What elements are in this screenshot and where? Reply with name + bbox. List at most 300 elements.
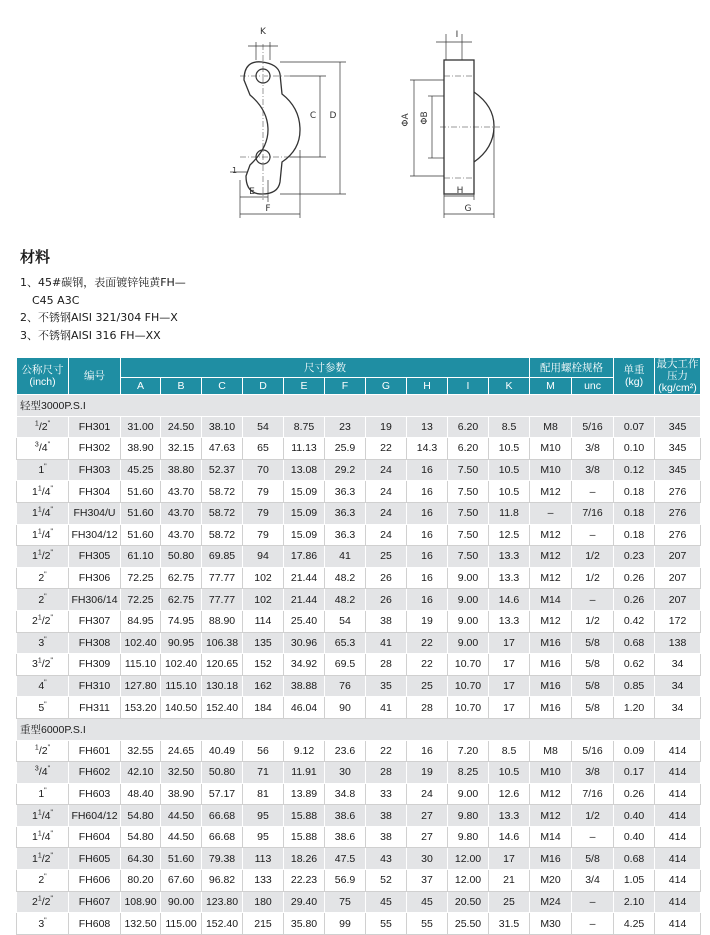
table-cell: M10 xyxy=(530,438,572,460)
table-cell: 0.26 xyxy=(614,567,655,589)
table-cell: 7/16 xyxy=(572,783,614,805)
table-cell: 0.18 xyxy=(614,524,655,546)
table-cell: 17 xyxy=(489,632,530,654)
table-cell: 36.3 xyxy=(325,481,366,503)
table-cell: 8.75 xyxy=(284,416,325,438)
table-cell: 51.60 xyxy=(121,502,161,524)
cell-nominal-size: $1^1/4^"$ xyxy=(17,502,69,524)
table-cell: 16 xyxy=(407,481,448,503)
table-cell: 10.5 xyxy=(489,762,530,784)
table-cell: 47.63 xyxy=(202,438,243,460)
table-cell: M16 xyxy=(530,697,572,719)
table-cell: 13.08 xyxy=(284,459,325,481)
table-row xyxy=(17,438,701,460)
table-cell: 30 xyxy=(407,848,448,870)
materials-section xyxy=(20,246,700,344)
table-cell: 20.50 xyxy=(448,891,489,913)
table-cell: 38.88 xyxy=(284,675,325,697)
table-cell: 25 xyxy=(407,675,448,697)
table-cell: M20 xyxy=(530,870,572,892)
table-cell: 13 xyxy=(407,416,448,438)
table-cell: 15.88 xyxy=(284,805,325,827)
table-cell: M12 xyxy=(530,546,572,568)
table-cell: 24 xyxy=(366,502,407,524)
dim-label-phi-b: ΦB xyxy=(420,111,430,125)
table-cell: 38.6 xyxy=(325,826,366,848)
table-cell: 79 xyxy=(243,502,284,524)
side-view-drawing xyxy=(401,30,500,218)
table-cell: 3/8 xyxy=(572,438,614,460)
table-cell: 12.00 xyxy=(448,870,489,892)
cell-code: FH307 xyxy=(69,610,121,632)
cell-code: FH302 xyxy=(69,438,121,460)
cell-nominal-size: 3" xyxy=(17,913,69,935)
table-cell: 54.80 xyxy=(121,805,161,827)
table-cell: 38 xyxy=(366,805,407,827)
table-cell: 50.80 xyxy=(161,546,202,568)
table-cell: 152.40 xyxy=(202,697,243,719)
cell-nominal-size: $2^1/2^"$ xyxy=(17,891,69,913)
table-body xyxy=(17,395,701,935)
table-cell: 215 xyxy=(243,913,284,935)
table-cell: 414 xyxy=(655,740,701,762)
table-cell: 5/8 xyxy=(572,697,614,719)
table-cell: 90.00 xyxy=(161,891,202,913)
table-row xyxy=(17,610,701,632)
table-cell: 11.91 xyxy=(284,762,325,784)
header-col-f: F xyxy=(325,378,366,395)
table-cell: 9.00 xyxy=(448,610,489,632)
table-cell: 36.3 xyxy=(325,502,366,524)
table-cell: 22 xyxy=(366,438,407,460)
table-cell: 102 xyxy=(243,589,284,611)
table-cell: 21.44 xyxy=(284,567,325,589)
table-cell: 29.40 xyxy=(284,891,325,913)
header-col-m: M xyxy=(530,378,572,395)
header-weight: 单重 (kg) xyxy=(614,358,655,395)
table-cell: 32.15 xyxy=(161,438,202,460)
table-cell: 138 xyxy=(655,632,701,654)
table-row xyxy=(17,805,701,827)
table-cell: 162 xyxy=(243,675,284,697)
table-cell: 71 xyxy=(243,762,284,784)
table-cell: 0.10 xyxy=(614,438,655,460)
table-cell: M16 xyxy=(530,654,572,676)
table-cell: 0.40 xyxy=(614,826,655,848)
table-cell: 25.50 xyxy=(448,913,489,935)
table-cell: 52.37 xyxy=(202,459,243,481)
table-cell: 28 xyxy=(366,762,407,784)
cell-code: FH606 xyxy=(69,870,121,892)
table-cell: 62.75 xyxy=(161,567,202,589)
table-cell: 7.50 xyxy=(448,459,489,481)
table-cell: – xyxy=(572,589,614,611)
table-cell: 35 xyxy=(366,675,407,697)
table-row xyxy=(17,913,701,935)
table-cell: 34 xyxy=(655,697,701,719)
table-cell: 0.26 xyxy=(614,589,655,611)
table-cell: 31.00 xyxy=(121,416,161,438)
table-cell: 9.80 xyxy=(448,805,489,827)
table-row xyxy=(17,740,701,762)
table-cell: 9.80 xyxy=(448,826,489,848)
table-cell: 5/16 xyxy=(572,740,614,762)
table-cell: 22.23 xyxy=(284,870,325,892)
table-cell: 152 xyxy=(243,654,284,676)
dim-label-h: H xyxy=(456,186,464,196)
table-cell: 28 xyxy=(366,654,407,676)
table-cell: 19 xyxy=(407,610,448,632)
cell-code: FH301 xyxy=(69,416,121,438)
table-cell: 16 xyxy=(407,740,448,762)
table-cell: 207 xyxy=(655,589,701,611)
table-row xyxy=(17,654,701,676)
cell-nominal-size: $^3$/4" xyxy=(17,762,69,784)
table-cell: 12.5 xyxy=(489,524,530,546)
table-cell: 30 xyxy=(325,762,366,784)
table-cell: 34 xyxy=(655,654,701,676)
table-cell: 7.50 xyxy=(448,502,489,524)
table-cell: 17 xyxy=(489,697,530,719)
table-cell: 1/2 xyxy=(572,805,614,827)
table-cell: 13.3 xyxy=(489,567,530,589)
table-cell: 75 xyxy=(325,891,366,913)
table-cell: 33 xyxy=(366,783,407,805)
cell-code: FH603 xyxy=(69,783,121,805)
table-cell: 38.90 xyxy=(121,438,161,460)
table-row xyxy=(17,675,701,697)
table-cell: 5/8 xyxy=(572,848,614,870)
table-row xyxy=(17,697,701,719)
table-cell: 24.50 xyxy=(161,416,202,438)
table-cell: 50.80 xyxy=(202,762,243,784)
table-cell: 345 xyxy=(655,416,701,438)
table-cell: 40.49 xyxy=(202,740,243,762)
table-cell: 15.09 xyxy=(284,524,325,546)
cell-nominal-size: $1^1/4^"$ xyxy=(17,805,69,827)
table-row xyxy=(17,589,701,611)
table-cell: 345 xyxy=(655,438,701,460)
table-cell: 17 xyxy=(489,654,530,676)
table-cell: M10 xyxy=(530,762,572,784)
table-cell: 1/2 xyxy=(572,567,614,589)
table-cell: 45 xyxy=(366,891,407,913)
table-cell: 15.88 xyxy=(284,826,325,848)
table-cell: 132.50 xyxy=(121,913,161,935)
header-pressure: 最大工作压力 (kg/cm²) xyxy=(656,358,699,394)
dim-label-e: E xyxy=(249,187,255,197)
table-cell: 48.2 xyxy=(325,589,366,611)
table-cell: 115.10 xyxy=(161,675,202,697)
table-row xyxy=(17,524,701,546)
dim-label-1: 1 xyxy=(232,166,238,175)
table-row xyxy=(17,632,701,654)
table-cell: 43.70 xyxy=(161,481,202,503)
table-cell: 18.26 xyxy=(284,848,325,870)
table-cell: 13.3 xyxy=(489,546,530,568)
table-cell: 0.26 xyxy=(614,783,655,805)
table-cell: 80.20 xyxy=(121,870,161,892)
table-cell: 113 xyxy=(243,848,284,870)
cell-code: FH304/12 xyxy=(69,524,121,546)
table-cell: 38 xyxy=(366,826,407,848)
table-cell: – xyxy=(572,913,614,935)
table-cell: 22 xyxy=(366,740,407,762)
table-cell: 5/8 xyxy=(572,632,614,654)
dim-label-f: F xyxy=(265,204,271,214)
table-cell: 90 xyxy=(325,697,366,719)
table-cell: 17 xyxy=(489,848,530,870)
dim-label-d: D xyxy=(329,111,337,121)
section-light xyxy=(17,395,701,417)
table-cell: 7.50 xyxy=(448,546,489,568)
table-cell: 94 xyxy=(243,546,284,568)
table-cell: 23 xyxy=(325,416,366,438)
table-row xyxy=(17,502,701,524)
table-cell: 0.62 xyxy=(614,654,655,676)
table-cell: 25 xyxy=(489,891,530,913)
table-cell: 24 xyxy=(407,783,448,805)
technical-drawings xyxy=(0,0,710,240)
table-cell: 51.60 xyxy=(121,524,161,546)
header-col-i: I xyxy=(448,378,489,395)
material-line-3: 3、不锈钢AISI 316 FH—XX xyxy=(20,328,161,342)
header-col-unc: unc xyxy=(572,378,614,395)
table-cell: 21 xyxy=(489,870,530,892)
table-cell: 76 xyxy=(325,675,366,697)
dim-label-phi-a: ΦA xyxy=(401,113,411,127)
dim-label-c: C xyxy=(309,111,317,121)
table-cell: 414 xyxy=(655,891,701,913)
header-bolt: 配用螺栓规格 xyxy=(530,358,614,378)
table-cell: 57.17 xyxy=(202,783,243,805)
table-cell: 25.9 xyxy=(325,438,366,460)
table-cell: 184 xyxy=(243,697,284,719)
cell-nominal-size: $1^1/4^"$ xyxy=(17,826,69,848)
table-row xyxy=(17,848,701,870)
cell-code: FH601 xyxy=(69,740,121,762)
table-cell: 276 xyxy=(655,502,701,524)
table-cell: M12 xyxy=(530,805,572,827)
front-view-drawing xyxy=(230,27,346,218)
table-cell: 180 xyxy=(243,891,284,913)
table-cell: 48.2 xyxy=(325,567,366,589)
table-cell: 102.40 xyxy=(161,654,202,676)
table-cell: 8.25 xyxy=(448,762,489,784)
table-cell: 153.20 xyxy=(121,697,161,719)
table-cell: 0.85 xyxy=(614,675,655,697)
table-cell: 69.5 xyxy=(325,654,366,676)
table-cell: 414 xyxy=(655,870,701,892)
table-cell: 10.70 xyxy=(448,675,489,697)
table-cell: 0.18 xyxy=(614,481,655,503)
header-col-c: C xyxy=(202,378,243,395)
dim-label-i: I xyxy=(455,30,459,40)
table-row xyxy=(17,546,701,568)
table-cell: 6.20 xyxy=(448,416,489,438)
table-cell: 25.40 xyxy=(284,610,325,632)
table-cell: 44.50 xyxy=(161,826,202,848)
table-cell: 13.89 xyxy=(284,783,325,805)
table-cell: 54 xyxy=(325,610,366,632)
table-cell: 0.07 xyxy=(614,416,655,438)
table-cell: 123.80 xyxy=(202,891,243,913)
table-cell: 1/2 xyxy=(572,610,614,632)
table-cell: 14.6 xyxy=(489,826,530,848)
table-cell: – xyxy=(530,502,572,524)
table-cell: 0.68 xyxy=(614,632,655,654)
table-cell: 2.10 xyxy=(614,891,655,913)
table-cell: 65 xyxy=(243,438,284,460)
table-cell: 24 xyxy=(366,524,407,546)
table-cell: 0.17 xyxy=(614,762,655,784)
table-cell: 9.00 xyxy=(448,783,489,805)
table-cell: 8.5 xyxy=(489,740,530,762)
table-cell: M12 xyxy=(530,524,572,546)
table-cell: 29.2 xyxy=(325,459,366,481)
table-cell: 152.40 xyxy=(202,913,243,935)
table-cell: 130.18 xyxy=(202,675,243,697)
table-cell: 24 xyxy=(366,481,407,503)
section-heavy xyxy=(17,718,701,740)
table-cell: 47.5 xyxy=(325,848,366,870)
table-cell: 43.70 xyxy=(161,502,202,524)
table-cell: M12 xyxy=(530,610,572,632)
cell-code: FH605 xyxy=(69,848,121,870)
table-cell: 30.96 xyxy=(284,632,325,654)
table-cell: 19 xyxy=(407,762,448,784)
table-cell: 276 xyxy=(655,524,701,546)
materials-title: 材料 xyxy=(20,248,51,266)
table-cell: 23.6 xyxy=(325,740,366,762)
cell-code: FH607 xyxy=(69,891,121,913)
material-line-1b: C45 A3C xyxy=(32,293,80,307)
table-cell: 133 xyxy=(243,870,284,892)
section-light-label: 轻型3000P.S.I xyxy=(17,395,701,417)
table-cell: 69.85 xyxy=(202,546,243,568)
cell-nominal-size: $3^1/2^"$ xyxy=(17,654,69,676)
table-cell: 34 xyxy=(655,675,701,697)
table-cell: 58.72 xyxy=(202,502,243,524)
table-cell: 26 xyxy=(366,589,407,611)
table-cell: 3/8 xyxy=(572,459,614,481)
header-col-g: G xyxy=(366,378,407,395)
table-cell: 11.8 xyxy=(489,502,530,524)
table-cell: 28 xyxy=(407,697,448,719)
table-cell: 6.20 xyxy=(448,438,489,460)
header-col-d: D xyxy=(243,378,284,395)
table-cell: 0.68 xyxy=(614,848,655,870)
table-cell: 414 xyxy=(655,848,701,870)
table-cell: 16 xyxy=(407,459,448,481)
table-cell: 172 xyxy=(655,610,701,632)
table-cell: 0.23 xyxy=(614,546,655,568)
table-row xyxy=(17,459,701,481)
table-row xyxy=(17,783,701,805)
table-cell: 79.38 xyxy=(202,848,243,870)
table-cell: 414 xyxy=(655,826,701,848)
table-cell: 8.5 xyxy=(489,416,530,438)
cell-nominal-size: 3" xyxy=(17,632,69,654)
table-cell: M8 xyxy=(530,416,572,438)
table-cell: 88.90 xyxy=(202,610,243,632)
table-cell: 0.18 xyxy=(614,502,655,524)
table-cell: 41 xyxy=(366,697,407,719)
table-cell: 43 xyxy=(366,848,407,870)
cell-code: FH303 xyxy=(69,459,121,481)
cell-nominal-size: $1^1/4^"$ xyxy=(17,481,69,503)
table-cell: 26 xyxy=(366,567,407,589)
table-cell: M16 xyxy=(530,675,572,697)
table-cell: 79 xyxy=(243,481,284,503)
table-cell: 345 xyxy=(655,459,701,481)
table-cell: 102 xyxy=(243,567,284,589)
table-cell: 35.80 xyxy=(284,913,325,935)
table-cell: – xyxy=(572,524,614,546)
table-cell: M12 xyxy=(530,481,572,503)
table-cell: 115.10 xyxy=(121,654,161,676)
table-cell: 1.05 xyxy=(614,870,655,892)
table-cell: 207 xyxy=(655,546,701,568)
table-cell: 12.00 xyxy=(448,848,489,870)
table-cell: 9.00 xyxy=(448,589,489,611)
table-cell: – xyxy=(572,481,614,503)
table-cell: 77.77 xyxy=(202,567,243,589)
table-cell: 32.55 xyxy=(121,740,161,762)
table-cell: 414 xyxy=(655,762,701,784)
table-cell: 3/8 xyxy=(572,762,614,784)
table-cell: 9.12 xyxy=(284,740,325,762)
table-cell: 51.60 xyxy=(161,848,202,870)
table-cell: 7.50 xyxy=(448,524,489,546)
table-cell: 7.20 xyxy=(448,740,489,762)
table-cell: 12.6 xyxy=(489,783,530,805)
table-cell: M16 xyxy=(530,848,572,870)
table-cell: 5/16 xyxy=(572,416,614,438)
table-cell: 16 xyxy=(407,546,448,568)
cell-code: FH306/14 xyxy=(69,589,121,611)
table-cell: 17 xyxy=(489,675,530,697)
table-cell: 72.25 xyxy=(121,567,161,589)
table-cell: 38.6 xyxy=(325,805,366,827)
cell-nominal-size: 2" xyxy=(17,870,69,892)
table-cell: 54 xyxy=(243,416,284,438)
cell-code: FH308 xyxy=(69,632,121,654)
table-cell: 66.68 xyxy=(202,826,243,848)
table-cell: 7/16 xyxy=(572,502,614,524)
cell-nominal-size: 4" xyxy=(17,675,69,697)
table-cell: 4.25 xyxy=(614,913,655,935)
table-cell: 3/4 xyxy=(572,870,614,892)
cell-nominal-size: $2^1/2^"$ xyxy=(17,610,69,632)
table-cell: 32.50 xyxy=(161,762,202,784)
table-cell: 10.5 xyxy=(489,481,530,503)
dim-label-g: G xyxy=(464,204,472,214)
header-col-h: H xyxy=(407,378,448,395)
table-row xyxy=(17,891,701,913)
table-cell: 14.6 xyxy=(489,589,530,611)
cell-nominal-size: 5" xyxy=(17,697,69,719)
spec-table xyxy=(16,357,701,935)
cell-code: FH304/U xyxy=(69,502,121,524)
table-cell: 43.70 xyxy=(161,524,202,546)
table-cell: 22 xyxy=(407,654,448,676)
table-cell: 45 xyxy=(407,891,448,913)
material-line-1: 1、45#碳钢，表面镀锌钝黄FH— xyxy=(20,276,186,289)
table-cell: 120.65 xyxy=(202,654,243,676)
table-cell: 62.75 xyxy=(161,589,202,611)
table-cell: 58.72 xyxy=(202,481,243,503)
